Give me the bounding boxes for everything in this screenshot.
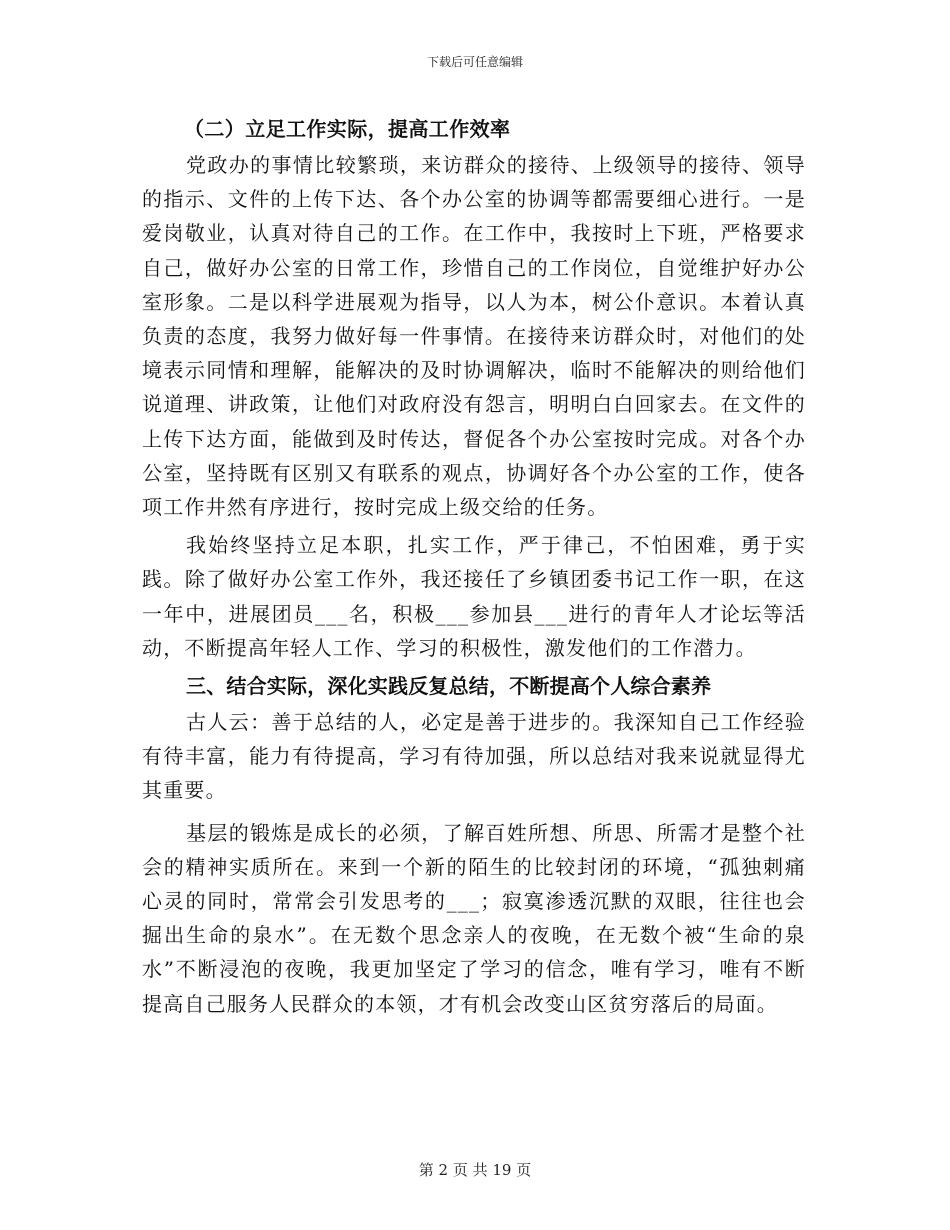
page-header-note: 下载后可任意编辑 [426, 55, 523, 69]
section-subheading: （二）立足工作实际，提高工作效率 [184, 117, 511, 141]
paragraph-4: 基层的锻炼是成长的必须，了解百姓所想、所思、所需才是整个社会的精神实质所在。来到一个新的陌生的比较封闭的环境，“孤独刺痛心灵的同时，常常会引发思考的___；寂寞渗透沉默的双眼，往往也会掘出生命的泉水”。在无数个思念亲人的夜晚，在无数个被“生命的泉水”不断浸泡的夜晚，我更加坚定了学习的信念，唯有学习，唯有不断提高自己服务人民群众的本领，才有机会改变山区贫穷落后的局面。 [142, 820, 806, 1016]
paragraph-1: 党政办的事情比较繁琐，来访群众的接待、上级领导的接待、领导的指示、文件的上传下达、各个办公室的协调等都需要细心进行。一是爱岗敬业，认真对待自己的工作。在工作中，我按时上下班，严格要求自己，做好办公室的日常工作，珍惜自己的工作岗位，自觉维护好办公室形象。二是以科学进展观为指导，以人为本，树公仆意识。本着认真负责的态度，我努力做好每一件事情。在接待来访群众时，对他们的处境表示同情和理解，能解决的及时协调解决，临时不能解决的则给他们说道理、讲政策，让他们对政府没有怨言，明明白白回家去。在文件的上传下达方面，能做到及时传达，督促各个办公室按时完成。对各个办公室，坚持既有区别又有联系的观点，协调好各个办公室的工作，使各项工作井然有序进行，按时完成上级交给的任务。 [142, 153, 806, 520]
document-body [142, 112, 806, 1025]
paragraph-3: 古人云：善于总结的人，必定是善于进步的。我深知自己工作经验有待丰富，能力有待提高，学习有待加强，所以总结对我来说就显得尤其重要。 [142, 710, 806, 803]
page-number: 第 2 页 共 19 页 [418, 1161, 532, 1179]
paragraph-2: 我始终坚持立足本职，扎实工作，严于律己，不怕困难，勇于实践。除了做好办公室工作外，我还接任了乡镇团委书记工作一职，在这一年中，进展团员___名，积极___参加县___进行的青年人才论坛等活动，不断提高年轻人工作、学习的积极性，激发他们的工作潜力。 [142, 533, 806, 660]
section-heading-3: 三、结合实际，深化实践反复总结，不断提高个人综合素养 [186, 674, 712, 699]
